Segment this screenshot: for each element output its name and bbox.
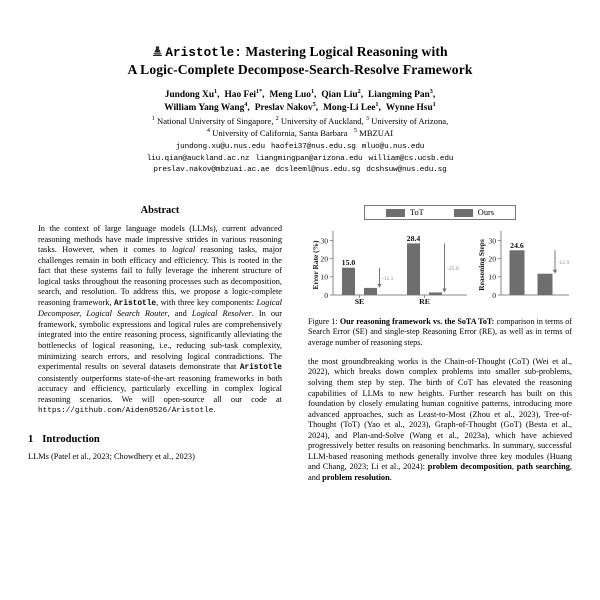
right-paragraph: the most groundbreaking works is the Chain-of-Thought (CoT) (Wei et al., 2022), which breaks down complex problems into smaller sub-problems, solving them step by step. The birth of CoT has elevated the reasoning capabilities of LLMs to new heights. Further research has built on this foundation by closely emulating human cognitive patterns, introducing more advanced approaches, such as Least-to-Most (Zhou et al., 2023), Tree-of-Thought (ToT) (Yao et al., 2023), Graph-of-Thought (GoT) (Besta et al., 2024), and Plan-and-Solve (Wang et al., 2023a), which have achieved progressively better results on reasoning benchmarks. In summary, successful LLM-based reasoning methods generally involve three key modules (Huang and Chang, 2023; Li et al., 2024): problem decomposition, path searching, and problem resolution. — [308, 356, 572, 482]
email-row-2 — [52, 154, 548, 165]
figure-caption-bold: Our reasoning framework vs. the SoTA ToT: — [337, 317, 495, 326]
legend-label: ToT — [409, 208, 424, 217]
svg-text:30: 30 — [320, 236, 328, 246]
svg-text:20: 20 — [320, 254, 328, 264]
svg-text:RE: RE — [419, 297, 430, 306]
author: Jundong Xu$^1$, — [164, 87, 220, 100]
figure-caption — [308, 317, 572, 348]
legend-swatch-icon — [386, 209, 405, 217]
author: Mong-Li Lee$^1$, — [323, 100, 381, 113]
affiliation: University of Auckland, — [280, 116, 364, 127]
svg-text:0: 0 — [324, 290, 328, 300]
legend-item-tot — [386, 208, 424, 217]
legend-item-ours — [454, 208, 494, 217]
svg-text:SE: SE — [354, 297, 365, 306]
figure-caption-label: Figure 1: — [308, 317, 338, 326]
bust-statue-icon — [152, 45, 163, 62]
email-address[interactable]: preslav.nakov@mbzuai.ac.ae — [153, 166, 270, 175]
section-heading-introduction — [28, 434, 292, 445]
email-address[interactable]: liu.qian@auckland.ac.nz — [146, 154, 250, 163]
title-block — [0, 0, 600, 177]
svg-text:28.4: 28.4 — [406, 233, 421, 243]
svg-text:30: 30 — [488, 236, 496, 246]
email-address[interactable]: liangmingpan@arizona.edu — [255, 154, 363, 163]
email-address[interactable]: mluo@u.nus.edu — [361, 143, 425, 152]
svg-text:20: 20 — [488, 254, 496, 264]
author: Wynne Hsu$^1$ — [385, 100, 436, 113]
abstract-paragraph: In the context of large language models (LLMs), current advanced reasoning methods have made impressive strides in various reasoning tasks. However, when it comes to logical reasoning tasks, major challenges remain in both efficacy and efficiency. This is rooted in the fact that these systems fail to fully leverage the inherent structure of logical tasks throughout the reasoning processes such as decomposition, search, and resolution. To address this, we propose a logic-complete reasoning framework, Aristotle, with three key components: Logical Decomposer, Logical Search Router, and Logical Resolver. In our framework, symbolic expressions and logical rules are comprehensively integrated into the entire reasoning process, significantly alleviating the bottlenecks of logical reasoning, i.e., reducing sub-task complexity, minimizing search errors, and resolving logical contradictions. The experimental results on several datasets demonstrate that Aristotle consistently outperforms state-of-the-art reasoning frameworks in both accuracy and efficiency, particularly excelling in complex logical reasoning scenarios. We will open-source all our code at https://github.com/Aiden0526/Aristotle. — [38, 224, 282, 416]
affiliation: National University of Singapore, — [157, 116, 274, 127]
email-address[interactable]: jundong.xu@u.nus.edu — [175, 143, 265, 152]
svg-text:0: 0 — [492, 290, 496, 300]
email-row-3 — [52, 165, 548, 176]
legend-label: Ours — [477, 208, 495, 217]
figure-caption-rest: comparison in terms of Search Error (SE) and single-step Reasoning Error (RE), as well as in terms of average number of reasoning steps. — [308, 317, 573, 347]
author-row-1 — [52, 89, 548, 102]
svg-text:-25.0: -25.0 — [447, 265, 459, 272]
author: Meng Luo$^1$, — [269, 87, 317, 100]
svg-text:15.0: 15.0 — [341, 258, 356, 268]
author: Hao Fei$^{1*}$, — [224, 87, 265, 100]
svg-text:24.6: 24.6 — [510, 240, 524, 250]
body-columns — [0, 205, 600, 600]
email-address[interactable]: william@cs.ucsb.edu — [368, 154, 454, 163]
chart-legend — [364, 205, 516, 220]
author-list — [52, 89, 548, 114]
chart-reasoning-steps — [475, 223, 571, 311]
affiliation-row-1: $^1$ National University of Singapore, $^2$ University of Auckland, $^3$ University of Arizona, — [151, 115, 449, 127]
svg-text:Error Rate (%): Error Rate (%) — [311, 240, 320, 290]
svg-text:10: 10 — [488, 272, 496, 282]
affiliation: University of Arizona, — [371, 116, 449, 127]
svg-text:-11.1: -11.1 — [382, 275, 394, 282]
left-column — [28, 205, 292, 600]
author: Liangming Pan$^3$, — [368, 87, 436, 100]
code-url[interactable]: https://github.com/Aiden0526/Aristotle — [38, 407, 214, 416]
page-title — [52, 44, 548, 62]
legend-swatch-icon — [454, 209, 473, 217]
svg-text:-12.9: -12.9 — [557, 260, 570, 266]
affiliation: MBZUAI — [359, 127, 394, 138]
affiliation: University of California, Santa Barbara — [212, 127, 348, 138]
abstract-heading: Abstract — [140, 205, 180, 216]
intro-paragraph: LLMs (Patel et al., 2023; Chowdhery et al., 2023) — [28, 451, 195, 461]
svg-text:10: 10 — [320, 272, 328, 282]
email-row-1 — [52, 142, 548, 153]
right-column-body — [308, 357, 572, 484]
svg-text:Reasoning Steps: Reasoning Steps — [477, 239, 486, 291]
abstract-body — [38, 224, 282, 417]
affiliation-row-2: $^4$ University of California, Santa Barbara $^5$ MBZUAI — [206, 126, 394, 138]
author: Qian Liu$^2$, — [321, 87, 364, 100]
chart-error-rate — [309, 223, 469, 311]
email-list — [52, 142, 548, 176]
figure-1 — [308, 205, 572, 348]
introduction-body — [28, 452, 292, 463]
email-address[interactable]: dcsleeml@nus.edu.sg — [275, 166, 361, 175]
author-row-2 — [52, 102, 548, 115]
title-line2: A Logic-Complete Decompose-Search-Resolve Framework — [127, 61, 473, 77]
email-address[interactable]: dcshsuw@nus.edu.sg — [366, 166, 447, 175]
section-number: 1 — [28, 433, 34, 445]
author: William Yang Wang$^4$, — [164, 100, 250, 113]
right-column — [308, 205, 572, 600]
title-line1-rest: Mastering Logical Reasoning with — [241, 44, 448, 59]
title-name-mono: Aristotle: — [165, 46, 242, 60]
chart-plots — [308, 223, 572, 311]
section-title: Introduction — [42, 433, 100, 445]
author: Preslav Nakov$^5$, — [254, 100, 319, 113]
affiliation-list — [52, 116, 548, 139]
email-address[interactable]: haofei37@nus.edu.sg — [270, 143, 356, 152]
